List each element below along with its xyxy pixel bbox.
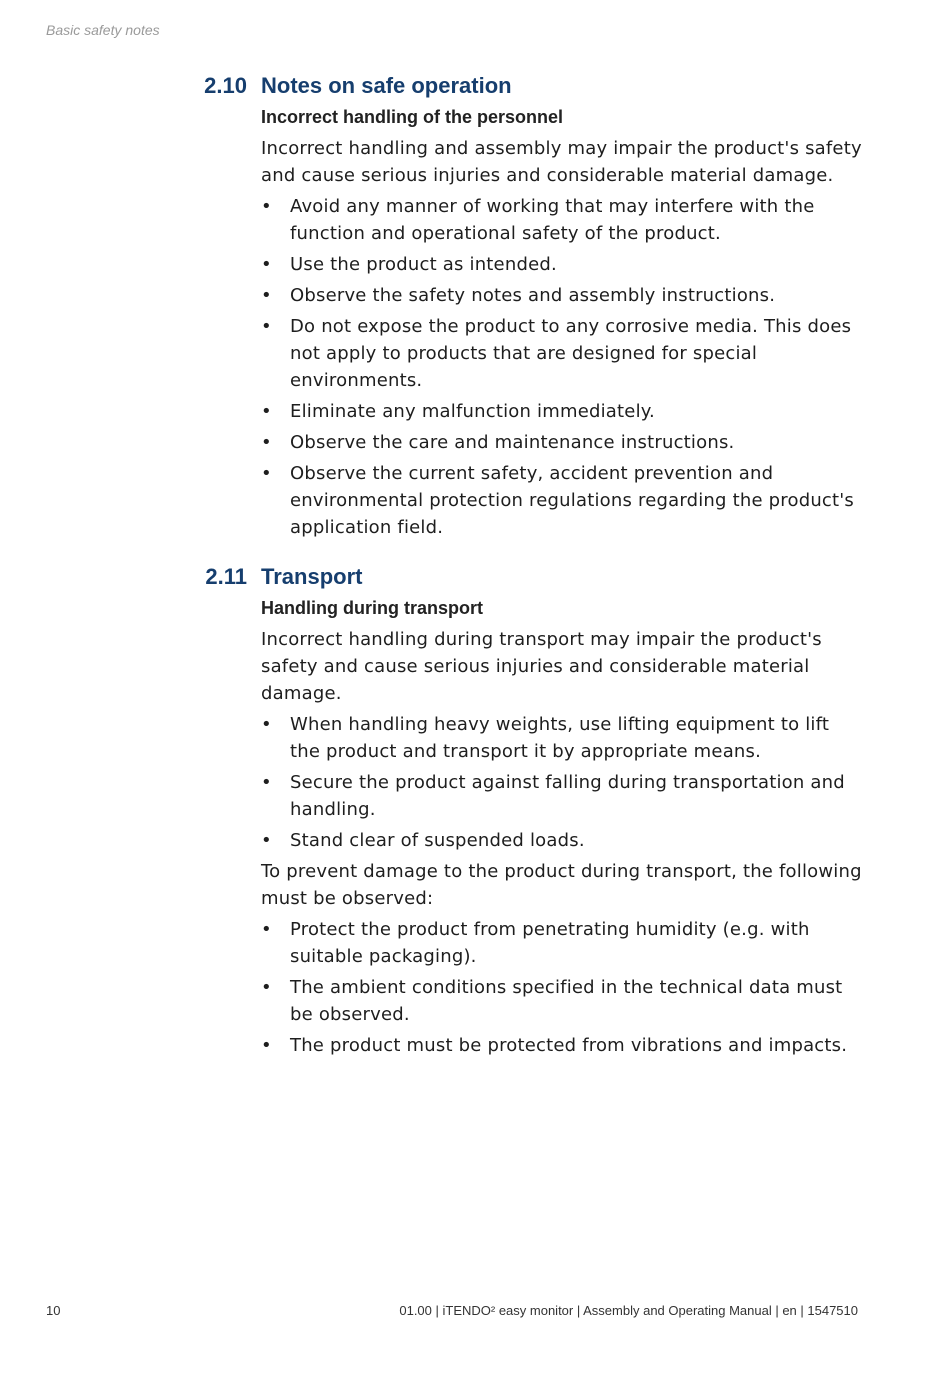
list-item: • Use the product as intended. bbox=[261, 251, 863, 278]
list-item: • Secure the product against falling during transportation and handling. bbox=[261, 769, 863, 823]
bullet-icon: • bbox=[261, 977, 272, 998]
subheading: Incorrect handling of the personnel bbox=[261, 107, 564, 127]
bullet-icon: • bbox=[261, 463, 272, 484]
section-number: 2.10 bbox=[204, 73, 247, 98]
list-item: • Stand clear of suspended loads. bbox=[261, 827, 863, 854]
secondary-paragraph: To prevent damage to the product during transport, the following must be observed: bbox=[261, 861, 862, 909]
bullet-icon: • bbox=[261, 919, 272, 940]
bullet-icon: • bbox=[261, 1035, 272, 1056]
list-item: • Eliminate any malfunction immediately. bbox=[261, 398, 863, 425]
running-header: Basic safety notes bbox=[46, 22, 160, 38]
bullet-list bbox=[261, 916, 863, 1059]
section-heading bbox=[200, 564, 870, 594]
list-item: • The ambient conditions specified in the technical data must be observed. bbox=[261, 974, 863, 1028]
list-item: • When handling heavy weights, use lifting equipment to lift the product and transport it by appropriate means. bbox=[261, 711, 863, 765]
bullet-icon: • bbox=[261, 316, 272, 337]
bullet-icon: • bbox=[261, 401, 272, 422]
intro-paragraph: Incorrect handling and assembly may impair the product's safety and cause serious injuries and considerable material damage. bbox=[261, 138, 862, 186]
bullet-icon: • bbox=[261, 254, 272, 275]
section-title: Notes on safe operation bbox=[261, 73, 512, 98]
section-body bbox=[261, 596, 863, 1059]
section-body bbox=[261, 105, 863, 541]
bullet-icon: • bbox=[261, 432, 272, 453]
bullet-icon: • bbox=[261, 714, 272, 735]
document-info: 01.00 | iTENDO² easy monitor | Assembly and Operating Manual | en | 1547510 bbox=[399, 1303, 858, 1318]
bullet-list bbox=[261, 193, 863, 541]
list-item: • Do not expose the product to any corrosive media. This does not apply to products that are designed for special environments. bbox=[261, 313, 863, 394]
list-item: • Observe the safety notes and assembly instructions. bbox=[261, 282, 863, 309]
section-title: Transport bbox=[261, 564, 363, 589]
bullet-icon: • bbox=[261, 196, 272, 217]
list-item: • Protect the product from penetrating humidity (e.g. with suitable packaging). bbox=[261, 916, 863, 970]
list-item: • Observe the current safety, accident prevention and environmental protection regulations regarding the product's application field. bbox=[261, 460, 863, 541]
subheading: Handling during transport bbox=[261, 598, 483, 618]
bullet-icon: • bbox=[261, 772, 272, 793]
bullet-icon: • bbox=[261, 285, 272, 306]
list-item: • Avoid any manner of working that may interfere with the function and operational safety of the product. bbox=[261, 193, 863, 247]
page-number: 10 bbox=[46, 1303, 61, 1318]
bullet-icon: • bbox=[261, 830, 272, 851]
section-safe-operation bbox=[200, 73, 870, 545]
bullet-list bbox=[261, 711, 863, 854]
intro-paragraph: Incorrect handling during transport may impair the product's safety and cause serious injuries and considerable material damage. bbox=[261, 629, 822, 704]
section-number: 2.11 bbox=[205, 564, 247, 589]
list-item: • Observe the care and maintenance instructions. bbox=[261, 429, 863, 456]
section-heading bbox=[200, 73, 870, 103]
list-item: • The product must be protected from vibrations and impacts. bbox=[261, 1032, 863, 1059]
section-transport bbox=[200, 564, 870, 1063]
